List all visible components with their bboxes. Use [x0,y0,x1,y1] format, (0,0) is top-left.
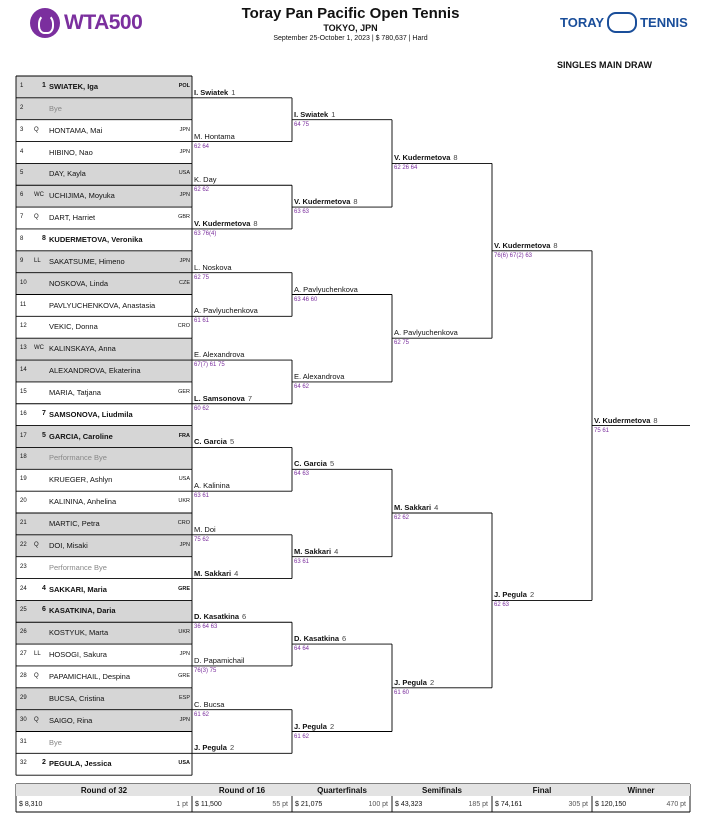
winner-name-text: A. Kalinina [194,481,230,491]
seed-number[interactable]: 4 [42,584,46,592]
draw-position[interactable]: 3 [20,126,24,133]
footer-prize-money[interactable]: $ 74,161 [495,801,523,808]
player-name[interactable]: GARCIA, Caroline [49,431,113,441]
winner-seed[interactable]: 4 [234,568,239,578]
draw-position[interactable]: 24 [20,585,27,592]
player-name[interactable]: PAPAMICHAIL, Despina [49,671,131,681]
winner-name-text: I. Swiatek [194,87,229,97]
player-country[interactable]: ESP [178,694,190,701]
player-country[interactable]: JPN [179,257,190,264]
footer-prize-money[interactable]: $ 8,310 [19,801,43,808]
player-name[interactable]: DAY, Kayla [49,169,86,179]
tennis-logo-text: TENNIS [640,15,688,30]
match-score[interactable]: 63 63 [294,209,310,216]
draw-position[interactable]: 26 [20,629,27,636]
player-name[interactable]: KALINSKAYA, Anna [49,344,116,354]
footer-points[interactable]: 1 pt [176,801,188,808]
winner-seed[interactable]: 2 [229,743,235,753]
footer-round-label[interactable]: Quarterfinals [317,786,367,795]
match-score[interactable]: 63 46 60 [294,296,318,303]
match-score[interactable]: 61 62 [294,733,310,740]
draw-position[interactable]: 5 [20,170,24,177]
player-country[interactable]: USA [178,476,190,483]
entry-status[interactable]: Q [34,126,39,133]
draw-position[interactable]: 10 [20,279,27,286]
draw-position[interactable]: 4 [20,148,24,155]
draw-position[interactable]: 28 [20,672,27,679]
winner-seed[interactable]: 4 [434,503,439,512]
player-name[interactable]: KRUEGER, Ashlyn [49,475,113,485]
player-name[interactable]: KOSTYUK, Marta [49,628,109,638]
draw-position[interactable]: 22 [20,541,27,548]
draw-position[interactable]: 8 [20,235,24,242]
seed-number[interactable]: 6 [42,606,46,614]
entry-status[interactable]: Q [34,541,39,548]
footer-round-label[interactable]: Winner [627,786,655,795]
player-country[interactable]: JPN [179,541,190,548]
draw-position[interactable]: 29 [20,694,27,701]
footer-round-label[interactable]: Round of 32 [80,786,128,795]
winner-name-text: C. Bucsa [194,699,225,709]
champion-score[interactable]: 75 61 [594,427,610,434]
match-score[interactable]: 63 61 [194,493,210,500]
match-score[interactable]: 75 62 [194,536,210,543]
draw-position[interactable]: 25 [20,607,27,614]
winner-name-text: V. Kudermetova [194,218,251,228]
draw-position[interactable]: 31 [20,738,27,745]
footer-points[interactable]: 305 pt [568,801,588,808]
winner-name-text: V. Kudermetova [394,153,451,163]
draw-position[interactable]: 23 [20,563,27,570]
winner-name-text: K. Day [194,175,217,185]
player-name[interactable]: NOSKOVA, Linda [49,278,109,288]
winner-seed[interactable]: 8 [353,197,358,207]
player-country[interactable]: JPN [179,651,190,658]
winner-seed[interactable]: 8 [253,218,258,228]
draw-position[interactable]: 32 [20,760,27,767]
match-score[interactable]: 62 26 64 [394,165,418,172]
winner-name-text: V. Kudermetova [494,240,551,250]
draw-position[interactable]: 16 [20,410,27,417]
winner-name-text: E. Alexandrova [194,350,245,360]
player-name[interactable]: SAKATSUME, Himeno [49,256,125,266]
entry-status[interactable]: Q [34,672,39,679]
draw-position[interactable]: 21 [20,520,27,526]
champion-seed[interactable]: 8 [653,415,658,425]
player-country[interactable]: JPN [179,148,190,155]
player-name[interactable]: DOI, Misaki [49,540,88,550]
draw-position[interactable]: 13 [20,345,27,352]
winner-name-text: L. Noskova [194,262,232,272]
winner-name-text: E. Alexandrova [294,371,345,381]
winner-name-text: J. Pegula [494,590,527,600]
draw-position[interactable]: 9 [20,257,24,264]
player-country[interactable]: JPN [179,716,190,723]
player-name[interactable]: SWIATEK, Iga [49,82,99,91]
draw-position[interactable]: 7 [20,214,24,221]
entry-status[interactable]: LL [34,257,41,264]
player-country[interactable]: JPN [179,126,190,133]
player-name[interactable]: Performance Bye [49,562,107,572]
player-name[interactable]: HOSOGI, Sakura [49,650,107,660]
player-name[interactable]: Performance Bye [49,453,107,463]
footer-prize-money[interactable]: $ 21,075 [295,801,323,808]
match-score[interactable]: 64 64 [294,646,310,653]
match-score[interactable]: 62 75 [394,340,410,347]
player-country[interactable]: CZE [179,279,190,286]
player-country[interactable]: GRE [178,585,190,592]
winner-seed[interactable]: 6 [342,634,347,644]
match-score[interactable]: 61 62 [194,711,210,718]
match-score[interactable]: 63 76(4) [194,230,217,237]
player-name[interactable]: MARIA, Tatjana [49,387,101,397]
seed-number[interactable]: 5 [42,431,46,439]
footer-round-label[interactable]: Final [532,786,552,795]
match-score[interactable]: 62 75 [194,274,210,281]
player-name[interactable]: KALININA, Anhelina [49,497,117,507]
winner-name-text: M. Doi [194,524,216,534]
player-country[interactable]: USA [178,170,190,177]
winner-name-text: M. Sakkari [294,546,332,556]
entry-status[interactable]: LL [34,651,41,658]
seed-number[interactable]: 1 [42,82,46,89]
entry-status[interactable]: WC [34,345,44,352]
champion-name-text: V. Kudermetova [594,415,651,425]
winner-name-text: V. Kudermetova [294,197,351,207]
draw-position[interactable]: 17 [20,432,27,439]
footer-points[interactable]: 185 pt [468,801,488,808]
seed-number[interactable]: 8 [42,234,46,242]
winner-name-text: A. Pavlyuchenkova [194,306,258,316]
player-name[interactable]: DART, Harriet [49,213,96,223]
player-country[interactable]: JPN [179,192,190,199]
match-score[interactable]: 62 62 [394,515,410,521]
match-score[interactable]: 62 63 [494,602,510,609]
match-score[interactable]: 60 62 [194,405,210,412]
draw-position[interactable]: 27 [20,651,27,658]
winner-seed[interactable]: 2 [329,721,335,731]
winner-seed[interactable]: 7 [247,393,253,403]
seed-number[interactable]: 7 [42,409,46,417]
match-score[interactable]: 64 62 [294,383,310,390]
draw-position[interactable]: 6 [20,192,24,199]
player-country[interactable]: CRO [177,520,190,526]
winner-seed[interactable]: 8 [553,240,558,250]
player-name[interactable]: SAIGO, Rina [49,715,93,725]
draw-position[interactable]: 11 [20,301,27,308]
player-name[interactable]: KASATKINA, Daria [49,606,116,616]
draw-label: SINGLES MAIN DRAW [557,60,653,70]
player-country[interactable]: GER [178,388,190,395]
draw-position[interactable]: 1 [20,83,24,89]
player-country[interactable]: UKR [178,629,190,636]
draw-position[interactable]: 2 [20,104,24,111]
player-name[interactable]: PAVLYUCHENKOVA, Anastasia [49,300,156,310]
seed-number[interactable]: 2 [42,759,46,767]
player-name[interactable]: Bye [49,103,62,113]
player-name[interactable]: PEGULA, Jessica [49,759,112,769]
match-score[interactable]: 61 61 [194,318,210,325]
footer-points[interactable]: 55 pt [272,801,288,808]
match-score[interactable]: 76(6) 67(2) 63 [494,252,533,259]
match-score[interactable]: 62 62 [194,187,210,194]
winner-seed[interactable]: 4 [334,546,339,556]
winner-name-text: J. Pegula [294,721,327,731]
winner-name-text: J. Pegula [394,677,427,687]
winner-name-text: M. Sakkari [194,568,232,578]
draw-position[interactable]: 14 [20,367,27,374]
player-country[interactable]: POL [178,83,190,89]
match-score[interactable]: 63 61 [294,558,310,565]
winner-seed[interactable]: 2 [529,590,535,600]
tournament-title: Toray Pan Pacific Open Tennis [241,5,460,22]
winner-name-text: M. Hontama [194,131,235,141]
entry-status[interactable]: Q [34,716,39,723]
winner-seed[interactable]: 8 [453,153,458,163]
footer-round-label[interactable]: Round of 16 [218,786,266,795]
player-name[interactable]: BUCSA, Cristina [49,693,105,703]
player-country[interactable]: FRA [178,432,190,439]
match-score[interactable]: 62 64 [194,143,210,150]
winner-seed[interactable]: 6 [242,612,247,622]
player-name[interactable]: HIBINO, Nao [49,147,93,157]
player-name[interactable]: SAKKARI, Maria [49,584,107,594]
draw-position[interactable]: 19 [20,476,27,483]
draw-position[interactable]: 15 [20,388,27,395]
footer-points[interactable]: 470 pt [666,801,686,808]
player-name[interactable]: VEKIC, Donna [49,322,98,332]
winner-name-text: M. Sakkari [394,503,432,512]
match-score[interactable]: 67(7) 61 75 [194,362,225,369]
winner-name-text: A. Pavlyuchenkova [394,328,458,338]
winner-name-text: D. Papamichail [194,655,245,665]
entry-status[interactable]: Q [34,214,39,221]
player-name[interactable]: KUDERMETOVA, Veronika [49,234,143,244]
winner-name-text: C. Garcia [194,437,227,447]
winner-name-text: D. Kasatkina [194,612,240,622]
winner-name-text: A. Pavlyuchenkova [294,284,358,294]
player-name[interactable]: UCHIJIMA, Moyuka [49,191,115,201]
footer-prize-money[interactable]: $ 11,500 [195,801,222,808]
player-name[interactable]: SAMSONOVA, Liudmila [49,409,133,419]
player-country[interactable]: UKR [178,498,190,505]
winner-name-text: L. Samsonova [194,393,245,403]
wta500-logo-text: WTA500 [64,11,143,34]
match-score[interactable]: 61 60 [394,689,410,696]
player-name[interactable]: ALEXANDROVA, Ekaterina [49,366,141,376]
player-name[interactable]: MARTIC, Petra [49,519,100,528]
draw-position[interactable]: 20 [20,498,27,505]
match-score[interactable]: 36 64 63 [194,624,218,631]
winner-name-text: J. Pegula [194,743,227,753]
player-country[interactable]: GRE [178,672,190,679]
player-name[interactable]: HONTAMA, Mai [49,125,103,135]
footer-round-label[interactable]: Semifinals [421,786,462,795]
player-country[interactable]: USA [178,760,190,767]
winner-name-text: C. Garcia [294,459,327,469]
winner-name-text: I. Swiatek [294,109,329,119]
toray-logo-text: TORAY [560,15,605,30]
match-score[interactable]: 64 75 [294,121,310,128]
footer-points[interactable]: 100 pt [368,801,388,808]
winner-name-text: D. Kasatkina [294,634,340,644]
draw-position[interactable]: 30 [20,716,27,723]
winner-seed[interactable]: 1 [331,109,336,119]
entry-status[interactable]: WC [34,192,44,199]
winner-seed[interactable]: 2 [429,677,435,687]
match-score[interactable]: 64 63 [294,471,310,478]
winner-seed[interactable]: 5 [329,459,335,469]
tournament-dates-prize: September 25-October 1, 2023 | $ 780,637 | Hard [273,35,428,42]
player-name[interactable]: Bye [49,737,62,747]
footer-prize-money[interactable]: $ 120,150 [595,801,627,808]
winner-seed[interactable]: 5 [229,437,235,447]
winner-seed[interactable]: 1 [231,87,236,97]
player-country[interactable]: GBR [178,214,190,221]
footer-prize-money[interactable]: $ 43,323 [395,801,423,808]
draw-position[interactable]: 12 [20,323,27,330]
player-country[interactable]: CRO [177,323,190,330]
draw-position[interactable]: 18 [20,454,27,461]
match-score[interactable]: 76(3) 75 [194,667,217,674]
tournament-city: TOKYO, JPN [323,23,378,33]
